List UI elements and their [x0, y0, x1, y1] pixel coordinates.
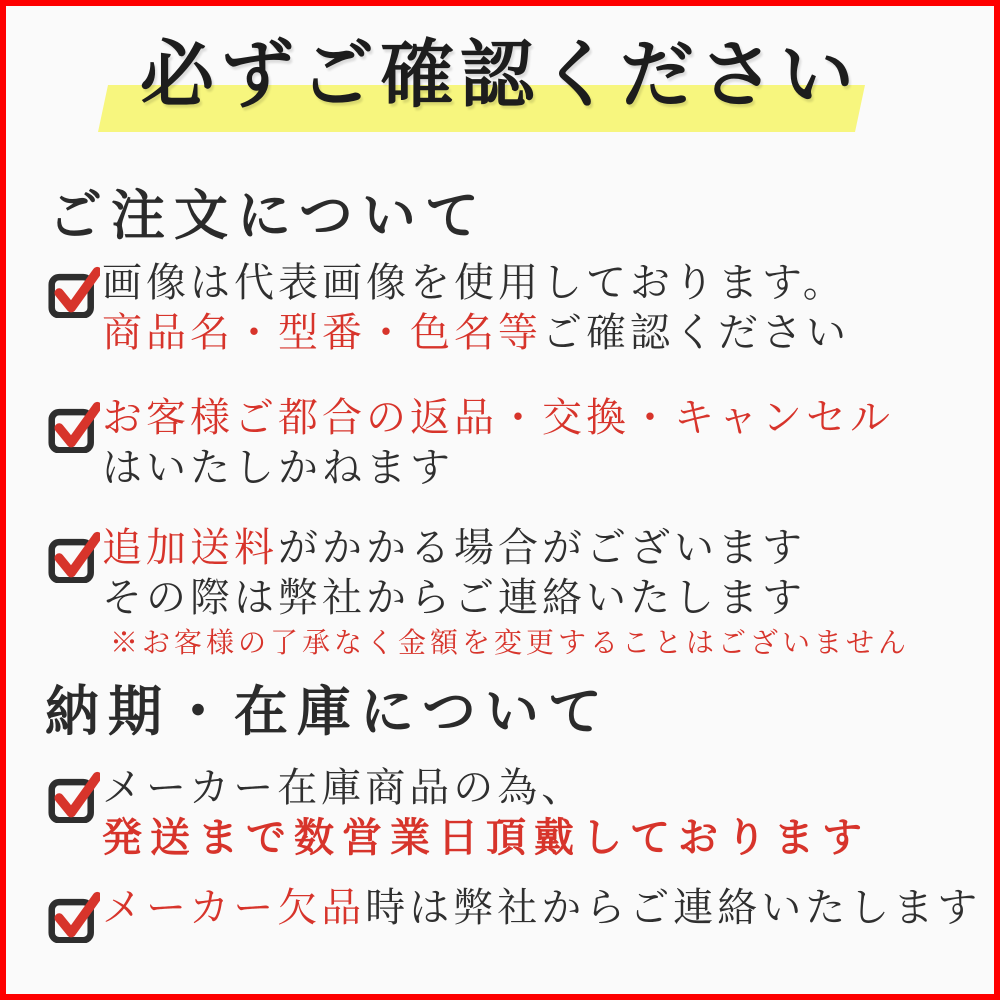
item-text-segment: ご確認ください	[542, 310, 850, 356]
item-text-segment: はいたしかねます	[102, 445, 454, 491]
item-text-emphasis: 発送まで数営業日頂戴しております	[102, 814, 870, 861]
page-title: 必ずご確認ください	[140, 32, 860, 118]
item-line	[102, 308, 850, 358]
item-text-segment: その際は弊社からご連絡いたします	[102, 575, 806, 621]
item-text-segment: 画像は代表画像を使用しております。	[102, 260, 847, 306]
item-line	[102, 523, 910, 573]
item-text-segment: がかかる場合がございます	[278, 525, 806, 571]
checked-checkbox-icon	[48, 891, 100, 943]
item-line	[102, 763, 870, 813]
item-text	[102, 393, 894, 493]
list-item-maker-shortage	[48, 883, 981, 943]
item-text-segment: 時は弊社からご連絡いたします	[365, 885, 982, 931]
item-text	[102, 258, 850, 358]
checked-checkbox-icon	[48, 401, 100, 453]
item-text-emphasis: お客様ご都合の返品・交換・キャンセル	[102, 395, 894, 441]
item-text-emphasis: 追加送料	[102, 525, 278, 571]
item-footnote: ※お客様の了承なく金額を変更することはございません	[110, 626, 911, 659]
list-item-representative-image	[48, 258, 850, 358]
page-title-block	[6, 32, 994, 118]
item-line	[102, 813, 870, 863]
section-heading-stock: 納期・在庫について	[45, 679, 611, 743]
item-text	[102, 883, 981, 933]
item-text	[102, 523, 910, 659]
checked-checkbox-icon	[48, 266, 100, 318]
item-text-emphasis: メーカー欠品	[102, 885, 366, 931]
item-text-segment: メーカー在庫商品の為、	[102, 765, 586, 811]
item-line	[102, 443, 894, 493]
list-item-extra-shipping	[48, 523, 910, 659]
list-item-maker-stock	[48, 763, 870, 863]
item-line	[102, 393, 894, 443]
list-item-no-returns	[48, 393, 894, 493]
item-line	[102, 258, 850, 308]
item-line	[102, 883, 981, 933]
checked-checkbox-icon	[48, 531, 100, 583]
item-line	[102, 573, 910, 623]
item-text	[102, 763, 870, 863]
checked-checkbox-icon	[48, 771, 100, 823]
item-text-emphasis: 商品名・型番・色名等	[102, 310, 542, 356]
section-heading-order: ご注文について	[48, 183, 488, 247]
